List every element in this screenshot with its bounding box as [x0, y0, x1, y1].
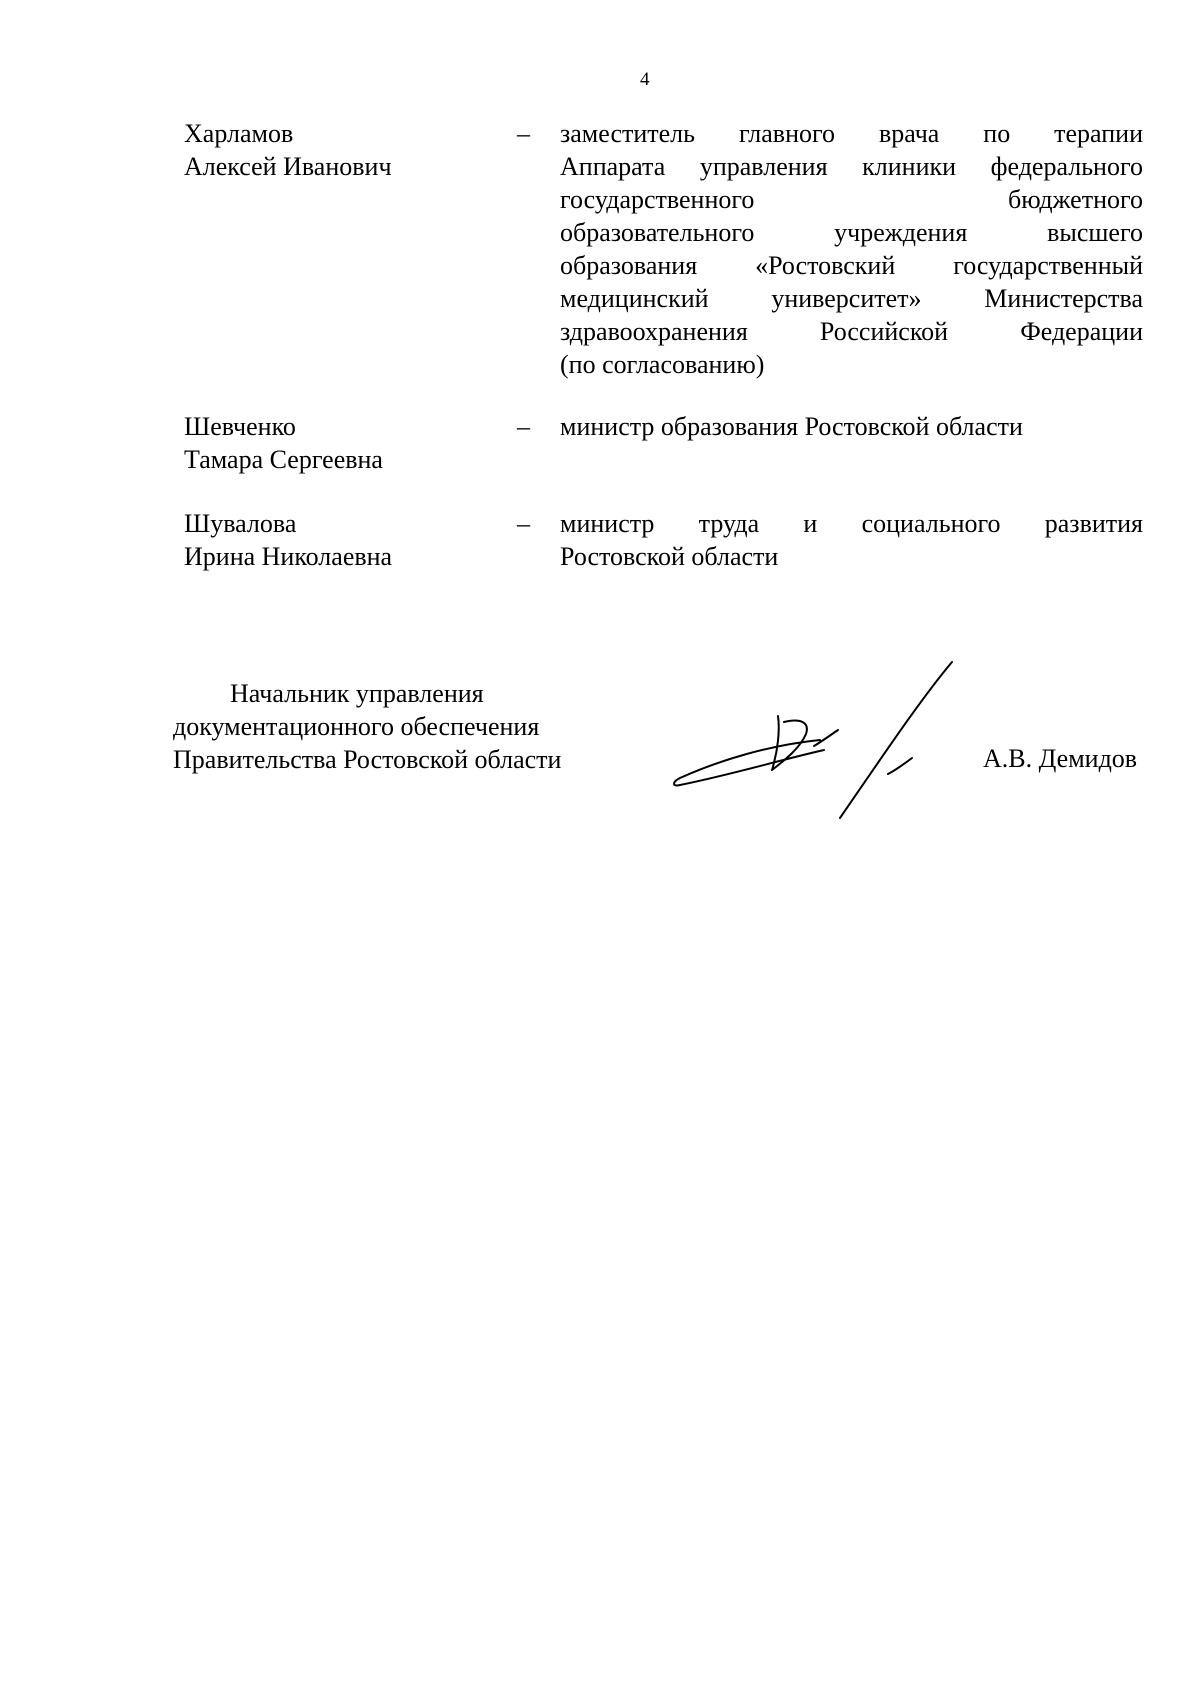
position-line: здравоохранения Российской Федерации [560, 317, 1143, 346]
page-number: 4 [640, 69, 650, 90]
position-line: Ростовской области [560, 542, 779, 571]
separator-dash: – [517, 412, 530, 441]
position-line: министр труда и социального развития [560, 509, 1143, 538]
position-line: образования «Ростовский государственный [560, 251, 1143, 280]
member-position [560, 117, 1143, 381]
position-line: образовательного учреждения высшего [560, 218, 1143, 247]
signer-name: А.В. Демидов [983, 744, 1138, 773]
signatory-title-line: документационного обеспечения [173, 712, 540, 741]
member-surname: Харламов [184, 119, 294, 148]
position-line: министр образования Ростовской области [560, 412, 1023, 441]
position-line: заместитель главного врача по терапии [560, 119, 1143, 148]
member-entry [0, 117, 1200, 381]
member-position [560, 507, 1143, 573]
position-line: медицинский университет» Министерства [560, 284, 1143, 313]
signatory-title-line: Начальник управления [230, 679, 484, 708]
signatory-title [173, 677, 623, 776]
separator-dash: – [517, 119, 530, 148]
member-surname: Шувалова [184, 509, 297, 538]
member-name [184, 117, 484, 183]
member-surname: Шевченко [184, 412, 296, 441]
member-entry [0, 507, 1200, 573]
member-entry [0, 410, 1200, 476]
member-position [560, 410, 1143, 443]
member-given-names: Тамара Сергеевна [184, 445, 383, 474]
handwritten-signature-icon [660, 660, 960, 835]
member-given-names: Алексей Иванович [184, 152, 392, 181]
member-name [184, 507, 484, 573]
position-line: государственного бюджетного [560, 185, 1143, 214]
member-given-names: Ирина Николаевна [184, 542, 393, 571]
position-line: (по согласованию) [560, 350, 765, 379]
position-line: Аппарата управления клиники федерального [560, 152, 1143, 181]
separator-dash: – [517, 509, 530, 538]
member-name [184, 410, 484, 476]
signatory-title-line: Правительства Ростовской области [173, 745, 562, 774]
